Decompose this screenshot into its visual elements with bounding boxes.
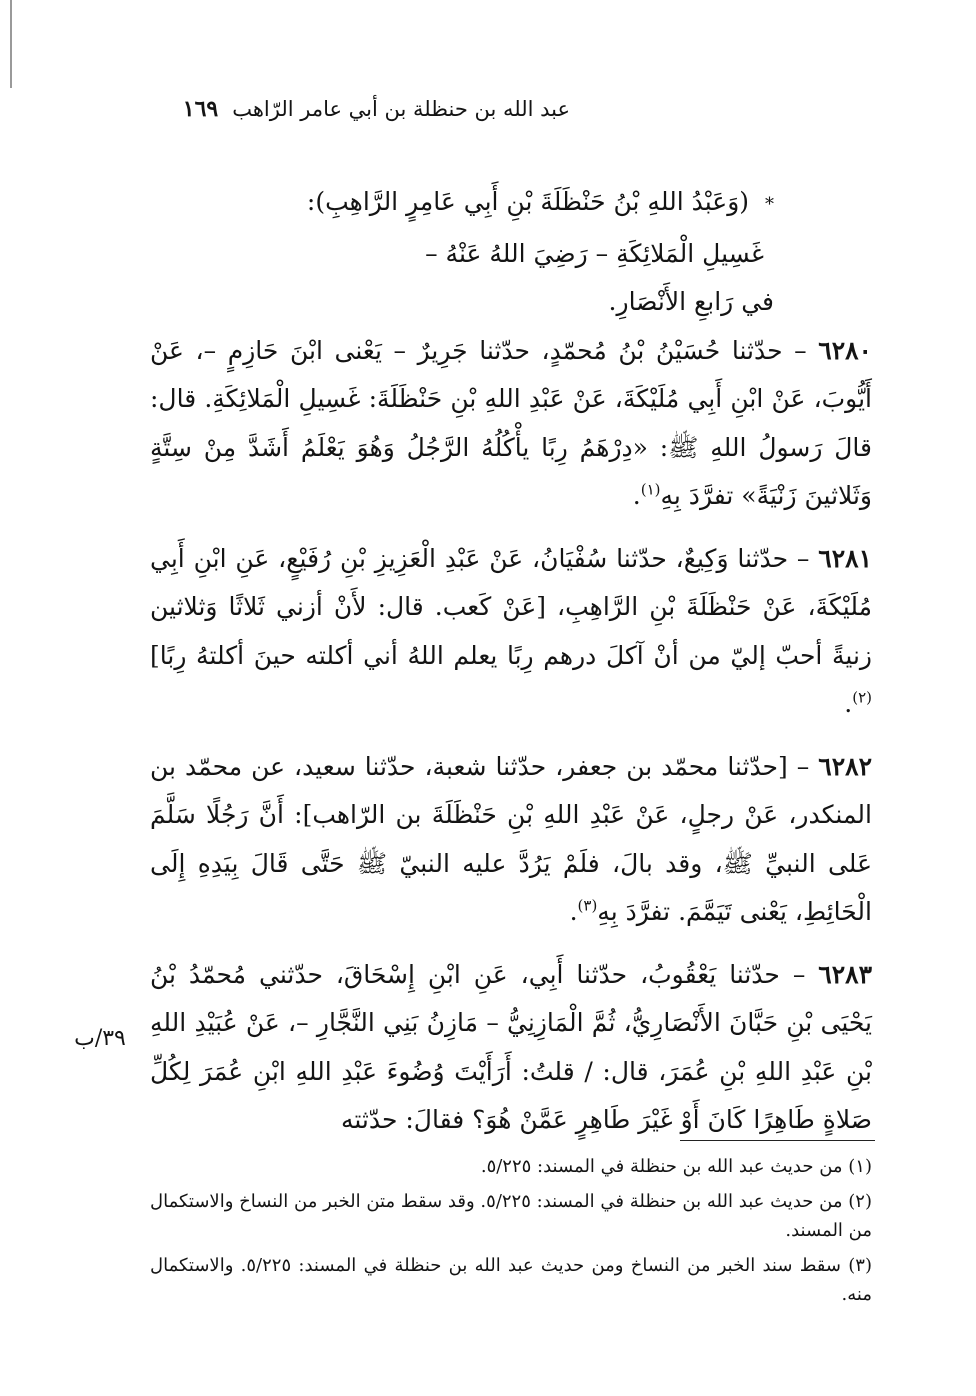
hadith-number: ٦٢٨٠ bbox=[818, 335, 872, 365]
hadith-number: ٦٢٨٢ bbox=[818, 751, 873, 781]
footnote-3: (٣) سقط سند الخبر من النساخ ومن حديث عبد الله بن حنظلة في المسند: ٥/٢٢٥. والاستكمال منه. bbox=[150, 1255, 872, 1305]
footnotes bbox=[150, 1152, 872, 1315]
main-text bbox=[150, 178, 872, 1145]
hadith-text: – حدّثنا حُسَيْنُ بْنُ مُحمّدٍ، حدّثنا جَرِيرٌ – يَعْنى ابْنَ حَازِمٍ –، عَنْ أَيُّوبَ، عَنْ ابْنِ أَبِي مُلَيْكَةَ، عَنْ عَبْدِ اللهِ بْنِ حَنْظَلَةَ: غَسِيلِ الْمَلائِكَةِ. قال: قالَ رَسولُ اللهِ ﷺ: «دِرْهَمُ رِبًا يأْكُلُهُ الرَّجُلُ وَهُوَ يَعْلَمُ أَشَدَّ مِنْ سِتَّةٍ وَثَلاثينَ زَنْيَةً» تفرَّدَ بِهِ bbox=[150, 335, 872, 510]
hadith-number: ٦٢٨١ bbox=[818, 543, 872, 573]
footnote-ref[interactable]: (١) bbox=[640, 480, 661, 499]
section-title-line-3: في رَابعِ الأَنْصَارِ. bbox=[608, 287, 774, 316]
hadith-text: – حدّثنا يَعْقُوبُ، حدّثنا أَبِي، عَنِ ابْنِ إِسْحَاقَ، حدّثني مُحمّدُ بْنُ يَحْيَى بْنِ حَبَّانَ الأَنْصَارِيُّ، ثُمَّ الْمَازِنِيُّ – مَازِنُ بَنِي النَّجَّارِ –، عَنْ عُبَيْدِ اللهِ بْنِ عَبْدِ اللهِ بْنِ عُمَرَ، قال: / قلتُ: أَرَأَيْتَ وُضُوءَ عَبْدِ اللهِ ابْنِ عُمَرَ لِكُلِّ صَلاةٍ طَاهِرًا كَانَ أَوْ غَيْرَ طَاهِرٍ عَمَّنْ هُوَ؟ فقالَ: حدّثته bbox=[150, 959, 872, 1134]
footnote-divider bbox=[680, 1140, 875, 1141]
manuscript-folio-note: ٣٩/ب bbox=[74, 1026, 126, 1051]
footnote-2: (٢) من حديث عبد الله بن حنظلة في المسند: ٥/٢٢٥. وقد سقط متن الخبر من النساخ والاستكمال من المسند. bbox=[150, 1191, 872, 1241]
hadith-6283 bbox=[150, 951, 872, 1145]
hadith-6280: ٦٢٨٠ – حدّثنا حُسَيْنُ بْنُ مُحمّدٍ، حدّثنا جَرِيرٌ – يَعْنى ابْنَ حَازِمٍ –، عَنْ أَيُّوبَ، عَنْ ابْنِ أَبِي مُلَيْكَةَ، عَنْ عَبْدِ اللهِ بْنِ حَنْظَلَةَ: غَسِيلِ الْمَلائِكَةِ. قال: قالَ رَسولُ اللهِ ﷺ: «دِرْهَمُ رِبًا يأْكُلُهُ الرَّجُلُ وَهُوَ يَعْلَمُ أَشَدَّ مِنْ سِتَّةٍ وَثَلاثينَ زَنْيَةً» تفرَّدَ بِهِ$^{(١)}$. bbox=[150, 335, 872, 510]
section-title-line-2: غَسِيلِ الْمَلائِكَةِ – رَضِيَ اللهُ عَنْهُ – bbox=[425, 238, 764, 268]
section-title-line-1 bbox=[150, 178, 774, 230]
page-number: ١٦٩ bbox=[182, 96, 219, 122]
section-title bbox=[150, 178, 872, 327]
hadith-number: ٦٢٨٣ bbox=[818, 959, 873, 989]
footnote-1: (١) من حديث عبد الله بن حنظلة في المسند: ٥/٢٢٥. bbox=[480, 1156, 872, 1177]
page-edge-line bbox=[10, 0, 12, 88]
section-title-text-1: (وَعَبْدُ اللهِ بْنُ حَنْظَلَةَ بْنِ أَبِي عَامِرٍ الرَّاهِبِ): bbox=[306, 187, 750, 216]
hadith-text: – [حدّثنا محمّد بن جعفر، حدّثنا شعبة، حدّثنا سعيد، عن محمّد بن المنكدر، عَنْ رجلٍ، عَنْ عَبْدِ اللهِ بْنِ حَنْظَلَةَ بن الرّاهب]: أَنَّ رَجُلًا سَلَّمَ عَلى النبيِّ ﷺ، وقد بالَ، فلَمْ يَرُدَّ عليه النبيّ ﷺ حَتَّى قَالَ بِيَدِهِ إِلَى الْحَائِطِ، يَعْنى تَيَمَّمَ. تفرَّدَ بِهِ bbox=[150, 751, 872, 926]
star-mark: * bbox=[765, 194, 774, 215]
running-title: عبد الله بن حنظلة بن أبي عامر الرّاهب bbox=[232, 97, 570, 121]
hadith-6281: ٦٢٨١ – حدّثنا وَكِيعٌ، حدّثنا سُفْيَانُ، عَنْ عَبْدِ الْعَزِيزِ بْنِ رُفَيْعٍ، عَنِ ابْنِ أَبِي مُلَيْكَةَ، عَنْ حَنْظَلَةَ بْنِ الرَّاهِبِ، [عَنْ كَعب. قال: لأَنْ أزني ثَلاثًا وَثلاثين زنيةً أحبّ إليّ من أنْ آكلَ درهم رِبًا يعلم اللهُ أني أكلته حينَ أكلتهُ رِبًا]$^{(٢)}$. bbox=[150, 543, 872, 718]
footnote-ref[interactable]: (٢) bbox=[852, 688, 872, 707]
hadith-6282: ٦٢٨٢ – [حدّثنا محمّد بن جعفر، حدّثنا شعبة، حدّثنا سعيد، عن محمّد بن المنكدر، عَنْ رجلٍ، عَنْ عَبْدِ اللهِ بْنِ حَنْظَلَةَ بن الرّاهب]: أَنَّ رَجُلًا سَلَّمَ عَلى النبيِّ ﷺ، وقد بالَ، فلَمْ يَرُدَّ عليه النبيّ ﷺ حَتَّى قَالَ بِيَدِهِ إِلَى الْحَائِطِ، يَعْنى تَيَمَّمَ. تفرَّدَ بِهِ$^{(٣)}$. bbox=[150, 751, 873, 926]
footnote-ref[interactable]: (٣) bbox=[577, 896, 598, 915]
hadith-text: – حدّثنا وَكِيعٌ، حدّثنا سُفْيَانُ، عَنْ عَبْدِ الْعَزِيزِ بْنِ رُفَيْعٍ، عَنِ ابْنِ أَبِي مُلَيْكَةَ، عَنْ حَنْظَلَةَ بْنِ الرَّاهِبِ، [عَنْ كَعب. قال: لأَنْ أزني ثَلاثًا وَثلاثين زنيةً أحبّ إليّ من أنْ آكلَ درهم رِبًا يعلم اللهُ أني أكلته حينَ أكلتهُ رِبًا] bbox=[150, 543, 872, 670]
page-header bbox=[150, 92, 570, 126]
